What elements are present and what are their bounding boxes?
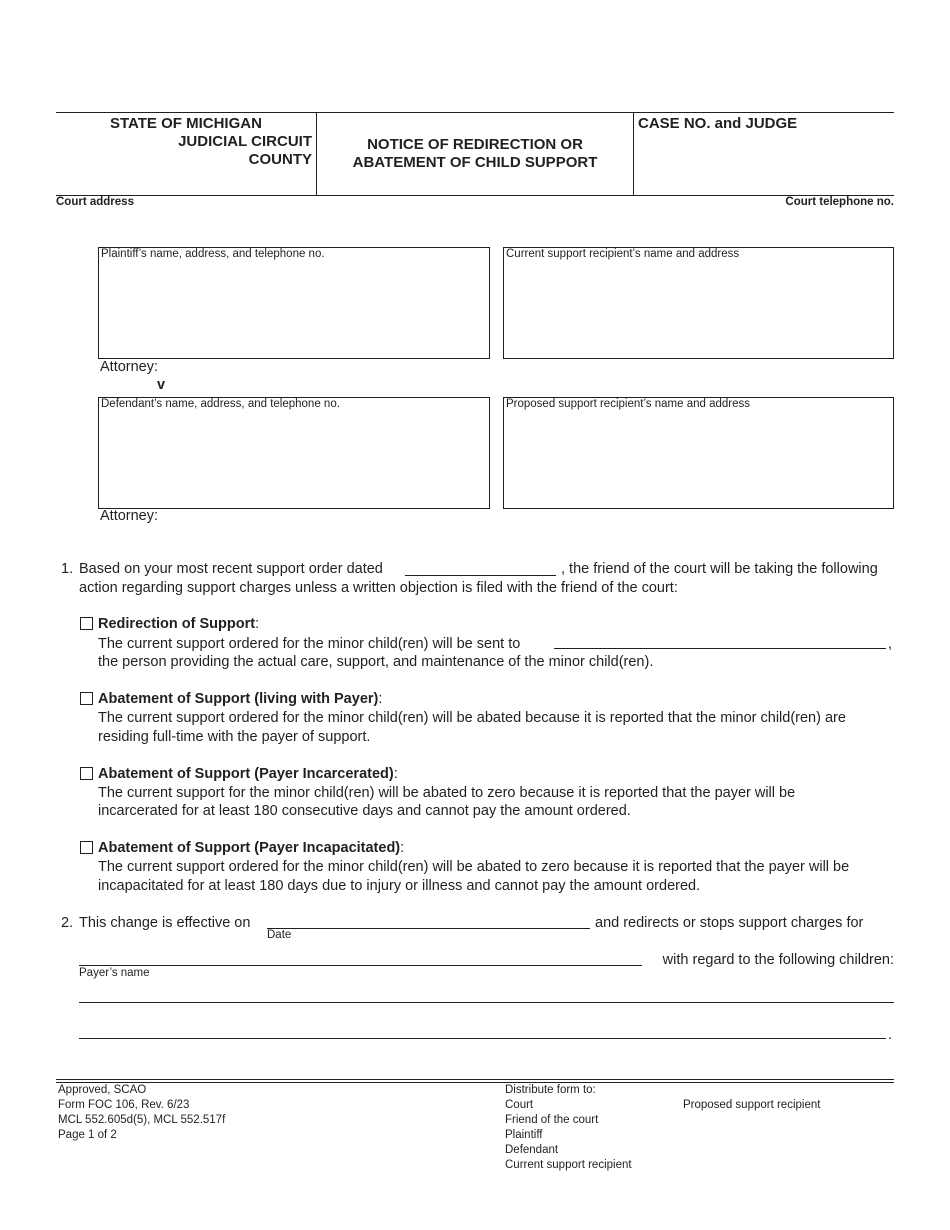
- redirection-heading: [98, 615, 259, 633]
- item2-text-before: This change is effective on: [79, 915, 251, 931]
- redirection-line2: the person providing the actual care, support, and maintenance of the minor child(ren).: [98, 654, 654, 670]
- county-label: COUNTY: [248, 151, 312, 168]
- case-no-judge-label: CASE NO. and JUDGE: [638, 115, 798, 132]
- distribute-current-recipient: Current support recipient: [505, 1159, 632, 1171]
- item1-text-line2: action regarding support charges unless a written objection is filed with the friend of the court:: [79, 580, 678, 596]
- defendant-box[interactable]: [98, 397, 490, 509]
- children-text: with regard to the following children:: [662, 952, 894, 968]
- header-top-rule: [56, 112, 894, 113]
- item2-number: 2.: [61, 915, 74, 931]
- distribute-defendant: Defendant: [505, 1144, 559, 1156]
- item1-text-after: , the friend of the court will be taking the following: [561, 561, 878, 577]
- defendant-attorney-label: Attorney:: [100, 508, 159, 524]
- plaintiff-attorney-label: Attorney:: [100, 359, 159, 375]
- item1-number: 1.: [61, 561, 74, 577]
- footer-rule-2: [56, 1082, 894, 1083]
- item1-text-before: Based on your most recent support order dated: [79, 561, 383, 577]
- redirection-line1: The current support ordered for the minor child(ren) will be sent to: [98, 636, 521, 652]
- redirection-title: Redirection of Support: [98, 616, 256, 632]
- court-address-label: Court address: [56, 196, 134, 208]
- current-recipient-box[interactable]: [503, 247, 894, 359]
- abatement-incapacitated-heading: [98, 839, 404, 857]
- abatement-living-with-payer-checkbox[interactable]: [80, 692, 93, 705]
- court-telephone-label: Court telephone no.: [785, 196, 894, 208]
- abatement-incarcerated-title-suffix: :: [393, 766, 398, 782]
- payer-name-caption: Payer’s name: [79, 967, 150, 979]
- abatement-incapacitated-title: Abatement of Support (Payer Incapacitated): [98, 840, 401, 856]
- state-label: STATE OF MICHIGAN: [110, 115, 262, 132]
- footer-page-number: Page 1 of 2: [58, 1129, 117, 1141]
- distribute-court: Court: [505, 1099, 534, 1111]
- distribute-friend-of-court: Friend of the court: [505, 1114, 599, 1126]
- header-divider-right: [633, 112, 634, 196]
- judicial-circuit-label: JUDICIAL CIRCUIT: [178, 133, 312, 150]
- item2-text-after: and redirects or stops support charges for: [595, 915, 864, 931]
- children-line-1[interactable]: [79, 1002, 894, 1003]
- distribute-plaintiff: Plaintiff: [505, 1129, 543, 1141]
- proposed-recipient-box[interactable]: [503, 397, 894, 509]
- date-caption: Date: [267, 929, 292, 941]
- abatement-living-line1: The current support ordered for the minor child(ren) will be abated because it is reported that the minor child(ren) are: [98, 710, 846, 726]
- abatement-living-title: Abatement of Support (living with Payer): [98, 691, 379, 707]
- abatement-living-line2: residing full-time with the payer of support.: [98, 729, 371, 745]
- footer-mcl: MCL 552.605d(5), MCL 552.517f: [58, 1114, 226, 1126]
- form-title-line-1: NOTICE OF REDIRECTION OR: [367, 136, 583, 153]
- abatement-incarcerated-heading: [98, 765, 398, 783]
- abatement-incarcerated-line2: incarcerated for at least 180 consecutive days and cannot pay the amount ordered.: [98, 803, 631, 819]
- versus-label: v: [157, 377, 166, 393]
- abatement-incapacitated-title-suffix: :: [400, 840, 405, 856]
- proposed-recipient-box-label: Proposed support recipient’s name and address: [506, 398, 750, 410]
- form-title: [317, 136, 633, 172]
- plaintiff-box[interactable]: [98, 247, 490, 359]
- header-bottom-rule: [56, 195, 894, 196]
- abatement-incarcerated-checkbox[interactable]: [80, 767, 93, 780]
- abatement-living-title-suffix: :: [378, 691, 383, 707]
- footer-rule-1: [56, 1079, 894, 1080]
- distribute-label: Distribute form to:: [505, 1084, 596, 1096]
- form-title-line-2: ABATEMENT OF CHILD SUPPORT: [352, 154, 598, 171]
- abatement-incapacitated-line2: incapacitated for at least 180 days due to injury or illness and cannot pay the amount ordered.: [98, 878, 701, 894]
- redirection-recipient-field[interactable]: [554, 648, 886, 649]
- support-order-date-field[interactable]: [405, 575, 556, 576]
- abatement-incarcerated-title: Abatement of Support (Payer Incarcerated): [98, 766, 394, 782]
- distribute-proposed-recipient: Proposed support recipient: [683, 1099, 821, 1111]
- abatement-incarcerated-line1: The current support for the minor child(ren) will be abated to zero because it is reported that the payer will be: [98, 785, 796, 801]
- abatement-incapacitated-checkbox[interactable]: [80, 841, 93, 854]
- footer-form-number: Form FOC 106, Rev. 6/23: [58, 1099, 190, 1111]
- plaintiff-box-label: Plaintiff’s name, address, and telephone no.: [101, 248, 325, 260]
- current-recipient-box-label: Current support recipient’s name and address: [506, 248, 740, 260]
- payer-name-field[interactable]: [79, 965, 642, 966]
- redirection-line1-end: ,: [888, 636, 893, 652]
- redirection-checkbox[interactable]: [80, 617, 93, 630]
- abatement-incapacitated-line1: The current support ordered for the minor child(ren) will be abated to zero because it is reported that the payer will be: [98, 859, 850, 875]
- abatement-living-heading: [98, 690, 382, 708]
- defendant-box-label: Defendant’s name, address, and telephone no.: [101, 398, 340, 410]
- effective-date-field[interactable]: [267, 928, 590, 929]
- children-end-period: .: [888, 1027, 893, 1043]
- redirection-title-suffix: :: [255, 616, 260, 632]
- children-line-2[interactable]: [79, 1038, 886, 1039]
- footer-approved: Approved, SCAO: [58, 1084, 147, 1096]
